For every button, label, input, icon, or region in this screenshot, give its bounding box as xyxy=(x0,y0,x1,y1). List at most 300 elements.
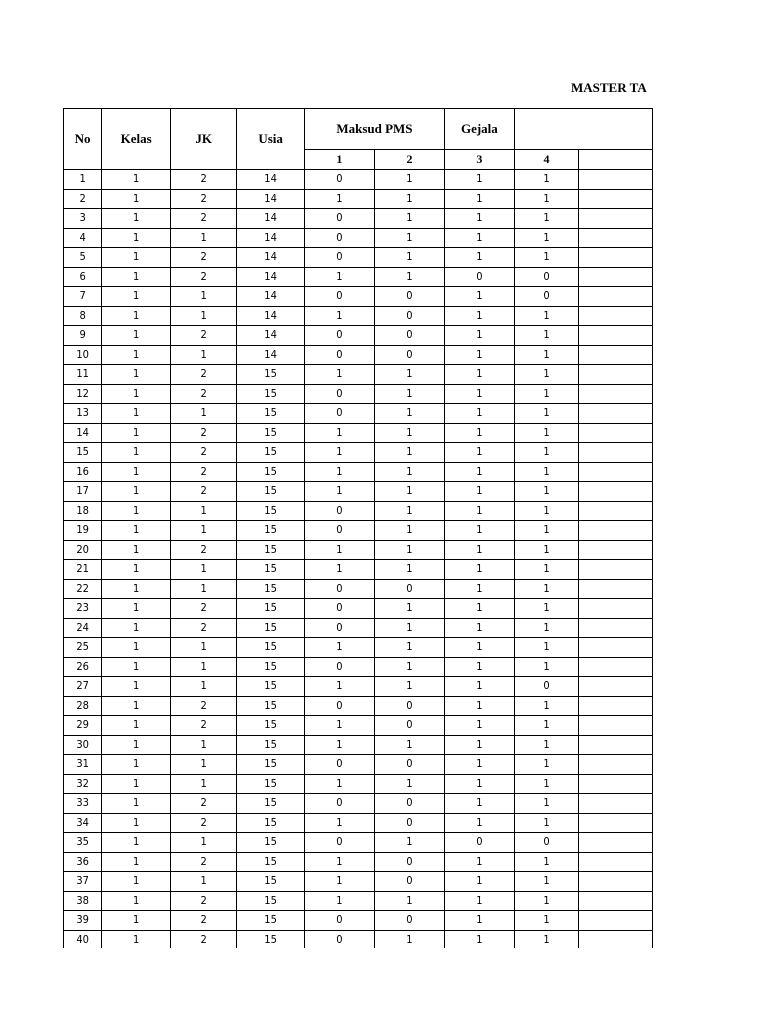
table-cell: 2 xyxy=(171,482,237,502)
table-cell: 0 xyxy=(444,267,514,287)
table-cell: 1 xyxy=(374,560,444,580)
table-cell: 1 xyxy=(374,599,444,619)
table-cell: 35 xyxy=(64,833,102,853)
table-cell: 27 xyxy=(64,677,102,697)
table-cell: 1 xyxy=(102,209,171,229)
table-cell-extra xyxy=(579,521,653,541)
table-cell: 1 xyxy=(171,287,237,307)
table-body xyxy=(64,170,653,949)
table-cell: 0 xyxy=(304,521,374,541)
table-cell: 1 xyxy=(304,774,374,794)
table-cell: 1 xyxy=(514,911,578,931)
table-cell: 1 xyxy=(304,443,374,463)
table-cell: 2 xyxy=(171,267,237,287)
table-cell: 14 xyxy=(237,345,305,365)
table-cell: 1 xyxy=(514,345,578,365)
table-cell: 2 xyxy=(171,852,237,872)
table-cell: 7 xyxy=(64,287,102,307)
table-cell: 1 xyxy=(171,521,237,541)
table-cell: 1 xyxy=(374,540,444,560)
table-cell: 2 xyxy=(171,443,237,463)
table-cell: 1 xyxy=(304,852,374,872)
table-cell-extra xyxy=(579,365,653,385)
table-cell: 15 xyxy=(237,521,305,541)
table-cell-extra xyxy=(579,501,653,521)
table-cell: 1 xyxy=(102,911,171,931)
table-cell: 15 xyxy=(237,443,305,463)
table-row xyxy=(64,384,653,404)
table-cell-extra xyxy=(579,696,653,716)
table-cell: 1 xyxy=(514,579,578,599)
table-cell: 1 xyxy=(171,306,237,326)
table-cell: 0 xyxy=(374,696,444,716)
header-kelas: Kelas xyxy=(102,109,171,170)
table-cell: 5 xyxy=(64,248,102,268)
table-cell: 1 xyxy=(514,657,578,677)
table-cell: 1 xyxy=(304,638,374,658)
table-row xyxy=(64,794,653,814)
table-cell: 29 xyxy=(64,716,102,736)
table-cell: 1 xyxy=(444,306,514,326)
table-cell-extra xyxy=(579,677,653,697)
table-cell: 0 xyxy=(304,618,374,638)
table-cell: 1 xyxy=(444,696,514,716)
table-cell: 1 xyxy=(514,872,578,892)
table-cell: 1 xyxy=(102,482,171,502)
table-cell: 15 xyxy=(237,813,305,833)
table-cell: 1 xyxy=(514,716,578,736)
table-cell-extra xyxy=(579,482,653,502)
table-cell: 1 xyxy=(514,891,578,911)
table-row xyxy=(64,521,653,541)
table-cell: 15 xyxy=(237,423,305,443)
table-cell: 0 xyxy=(304,287,374,307)
table-cell: 39 xyxy=(64,911,102,931)
table-cell: 0 xyxy=(304,794,374,814)
table-cell: 0 xyxy=(304,209,374,229)
table-cell: 16 xyxy=(64,462,102,482)
table-cell: 4 xyxy=(64,228,102,248)
table-cell-extra xyxy=(579,345,653,365)
table-cell: 1 xyxy=(374,209,444,229)
table-cell: 1 xyxy=(102,930,171,948)
table-cell: 1 xyxy=(514,462,578,482)
table-row xyxy=(64,891,653,911)
table-cell: 1 xyxy=(514,404,578,424)
table-cell: 2 xyxy=(171,911,237,931)
table-cell: 15 xyxy=(237,930,305,948)
table-cell: 1 xyxy=(374,248,444,268)
table-cell-extra xyxy=(579,774,653,794)
table-cell-extra xyxy=(579,540,653,560)
table-cell: 1 xyxy=(102,170,171,190)
table-cell-extra xyxy=(579,170,653,190)
table-cell: 1 xyxy=(514,521,578,541)
table-cell: 0 xyxy=(444,833,514,853)
table-cell-extra xyxy=(579,852,653,872)
table-cell: 1 xyxy=(102,248,171,268)
table-cell: 1 xyxy=(444,891,514,911)
table-row xyxy=(64,618,653,638)
table-cell: 36 xyxy=(64,852,102,872)
table-row xyxy=(64,579,653,599)
table-cell: 15 xyxy=(237,911,305,931)
table-cell: 1 xyxy=(304,482,374,502)
table-cell: 1 xyxy=(304,189,374,209)
table-cell: 24 xyxy=(64,618,102,638)
table-cell: 0 xyxy=(374,287,444,307)
table-cell: 1 xyxy=(514,696,578,716)
table-cell: 1 xyxy=(444,852,514,872)
table-cell: 1 xyxy=(514,482,578,502)
table-cell: 15 xyxy=(237,462,305,482)
table-cell: 15 xyxy=(237,482,305,502)
table-cell: 1 xyxy=(514,248,578,268)
table-cell: 1 xyxy=(171,560,237,580)
table-cell: 1 xyxy=(102,501,171,521)
table-row xyxy=(64,462,653,482)
table-cell: 1 xyxy=(102,521,171,541)
table-cell: 0 xyxy=(304,930,374,948)
table-cell: 15 xyxy=(237,852,305,872)
table-cell: 1 xyxy=(444,404,514,424)
table-cell: 1 xyxy=(374,443,444,463)
table-cell: 1 xyxy=(171,833,237,853)
table-cell: 1 xyxy=(171,774,237,794)
table-cell: 31 xyxy=(64,755,102,775)
table-cell: 1 xyxy=(171,345,237,365)
table-cell: 15 xyxy=(237,618,305,638)
table-cell: 0 xyxy=(304,326,374,346)
table-cell-extra xyxy=(579,443,653,463)
table-cell-extra xyxy=(579,735,653,755)
table-cell: 30 xyxy=(64,735,102,755)
table-cell: 0 xyxy=(304,696,374,716)
table-row xyxy=(64,930,653,948)
table-cell: 1 xyxy=(102,638,171,658)
table-cell: 1 xyxy=(514,735,578,755)
table-cell: 1 xyxy=(304,813,374,833)
table-cell: 1 xyxy=(171,735,237,755)
table-cell: 1 xyxy=(374,891,444,911)
table-cell-extra xyxy=(579,306,653,326)
table-cell: 1 xyxy=(304,716,374,736)
table-cell: 0 xyxy=(304,579,374,599)
table-cell: 0 xyxy=(304,599,374,619)
table-cell: 1 xyxy=(64,170,102,190)
table-cell: 1 xyxy=(304,872,374,892)
table-cell: 1 xyxy=(444,540,514,560)
table-cell: 1 xyxy=(444,657,514,677)
table-row xyxy=(64,677,653,697)
header-sub-2: 2 xyxy=(374,150,444,170)
table-cell-extra xyxy=(579,287,653,307)
table-cell: 15 xyxy=(237,540,305,560)
table-cell: 1 xyxy=(102,306,171,326)
table-cell: 15 xyxy=(237,872,305,892)
table-cell: 1 xyxy=(444,228,514,248)
table-row xyxy=(64,833,653,853)
table-cell: 1 xyxy=(444,774,514,794)
table-cell: 1 xyxy=(444,560,514,580)
master-table xyxy=(63,108,653,948)
table-cell: 1 xyxy=(374,404,444,424)
table-cell: 1 xyxy=(374,384,444,404)
table-cell: 1 xyxy=(171,638,237,658)
table-cell: 1 xyxy=(374,677,444,697)
table-cell: 21 xyxy=(64,560,102,580)
table-cell: 2 xyxy=(171,209,237,229)
table-cell-extra xyxy=(579,404,653,424)
table-cell: 1 xyxy=(102,365,171,385)
table-cell: 1 xyxy=(444,618,514,638)
table-cell: 1 xyxy=(304,365,374,385)
table-cell: 1 xyxy=(102,443,171,463)
table-cell: 0 xyxy=(374,755,444,775)
table-cell: 1 xyxy=(514,755,578,775)
table-cell: 8 xyxy=(64,306,102,326)
table-cell: 1 xyxy=(102,345,171,365)
table-cell: 1 xyxy=(171,657,237,677)
table-row xyxy=(64,813,653,833)
table-cell: 1 xyxy=(102,462,171,482)
table-cell: 2 xyxy=(171,189,237,209)
table-cell: 1 xyxy=(171,404,237,424)
table-cell: 17 xyxy=(64,482,102,502)
header-usia: Usia xyxy=(237,109,305,170)
table-cell: 18 xyxy=(64,501,102,521)
table-cell: 1 xyxy=(444,189,514,209)
table-row xyxy=(64,911,653,931)
table-cell: 2 xyxy=(171,248,237,268)
table-cell: 6 xyxy=(64,267,102,287)
table-cell: 15 xyxy=(64,443,102,463)
table-cell: 1 xyxy=(102,716,171,736)
table-cell: 1 xyxy=(514,189,578,209)
table-cell: 1 xyxy=(102,326,171,346)
table-cell: 23 xyxy=(64,599,102,619)
table-row xyxy=(64,872,653,892)
table-cell: 11 xyxy=(64,365,102,385)
table-cell: 33 xyxy=(64,794,102,814)
table-cell: 0 xyxy=(514,677,578,697)
table-cell: 14 xyxy=(237,306,305,326)
table-cell: 1 xyxy=(514,384,578,404)
table-cell: 1 xyxy=(374,833,444,853)
table-cell: 1 xyxy=(171,755,237,775)
table-cell: 1 xyxy=(374,638,444,658)
table-cell: 1 xyxy=(514,209,578,229)
table-cell: 15 xyxy=(237,696,305,716)
table-cell: 2 xyxy=(171,794,237,814)
table-cell: 1 xyxy=(102,872,171,892)
table-cell: 15 xyxy=(237,794,305,814)
table-cell: 1 xyxy=(171,579,237,599)
table-cell: 2 xyxy=(171,384,237,404)
table-cell: 1 xyxy=(514,443,578,463)
header-sub-4: 4 xyxy=(514,150,578,170)
table-row xyxy=(64,443,653,463)
table-cell: 1 xyxy=(514,774,578,794)
table-cell: 0 xyxy=(374,716,444,736)
table-row xyxy=(64,365,653,385)
table-cell: 15 xyxy=(237,404,305,424)
table-cell: 2 xyxy=(171,423,237,443)
table-cell: 2 xyxy=(171,540,237,560)
table-cell: 1 xyxy=(102,189,171,209)
table-cell: 1 xyxy=(444,521,514,541)
table-cell: 15 xyxy=(237,384,305,404)
table-row xyxy=(64,774,653,794)
table-cell: 1 xyxy=(444,599,514,619)
header-sub-extra xyxy=(579,150,653,170)
table-cell: 1 xyxy=(102,735,171,755)
table-cell: 14 xyxy=(237,267,305,287)
table-cell: 15 xyxy=(237,560,305,580)
table-cell: 0 xyxy=(514,267,578,287)
table-cell: 0 xyxy=(304,404,374,424)
table-cell-extra xyxy=(579,755,653,775)
table-cell: 0 xyxy=(514,833,578,853)
table-cell: 1 xyxy=(374,735,444,755)
table-cell: 10 xyxy=(64,345,102,365)
table-cell-extra xyxy=(579,560,653,580)
table-cell: 1 xyxy=(374,170,444,190)
table-cell-extra xyxy=(579,911,653,931)
table-cell-extra xyxy=(579,579,653,599)
table-cell: 1 xyxy=(514,560,578,580)
table-cell: 19 xyxy=(64,521,102,541)
table-cell: 1 xyxy=(444,209,514,229)
table-cell: 15 xyxy=(237,579,305,599)
table-cell: 0 xyxy=(374,852,444,872)
table-row xyxy=(64,189,653,209)
table-cell: 2 xyxy=(171,891,237,911)
table-cell: 14 xyxy=(237,248,305,268)
table-cell: 1 xyxy=(374,521,444,541)
table-cell: 1 xyxy=(444,735,514,755)
table-cell: 15 xyxy=(237,833,305,853)
table-row xyxy=(64,345,653,365)
table-cell: 1 xyxy=(514,423,578,443)
table-cell: 0 xyxy=(304,501,374,521)
table-cell: 1 xyxy=(514,326,578,346)
table-cell: 1 xyxy=(304,462,374,482)
table-cell: 40 xyxy=(64,930,102,948)
table-cell: 0 xyxy=(374,794,444,814)
table-cell: 15 xyxy=(237,774,305,794)
page-title: MASTER TA xyxy=(571,80,647,95)
table-cell: 1 xyxy=(444,170,514,190)
table-cell: 1 xyxy=(444,345,514,365)
table-cell: 1 xyxy=(102,618,171,638)
table-cell: 1 xyxy=(514,852,578,872)
table-cell: 2 xyxy=(171,696,237,716)
table-cell: 12 xyxy=(64,384,102,404)
table-cell: 15 xyxy=(237,657,305,677)
table-row xyxy=(64,657,653,677)
table-cell: 1 xyxy=(102,540,171,560)
table-cell: 34 xyxy=(64,813,102,833)
table-cell: 1 xyxy=(102,287,171,307)
table-cell: 1 xyxy=(514,228,578,248)
table-cell: 15 xyxy=(237,716,305,736)
table-cell: 1 xyxy=(444,794,514,814)
table-cell-extra xyxy=(579,872,653,892)
table-row xyxy=(64,696,653,716)
table-cell-extra xyxy=(579,833,653,853)
table-cell: 1 xyxy=(171,501,237,521)
table-cell: 14 xyxy=(64,423,102,443)
header-blank xyxy=(514,109,652,150)
table-cell: 0 xyxy=(304,833,374,853)
table-cell-extra xyxy=(579,891,653,911)
table-cell: 2 xyxy=(64,189,102,209)
table-cell: 2 xyxy=(171,813,237,833)
table-cell-extra xyxy=(579,599,653,619)
table-row xyxy=(64,599,653,619)
table-cell: 0 xyxy=(304,657,374,677)
table-cell: 0 xyxy=(304,384,374,404)
table-cell: 1 xyxy=(374,462,444,482)
table-cell: 1 xyxy=(102,404,171,424)
table-cell-extra xyxy=(579,209,653,229)
table-cell-extra xyxy=(579,248,653,268)
table-cell: 1 xyxy=(444,248,514,268)
table-cell: 1 xyxy=(514,794,578,814)
table-cell: 1 xyxy=(102,599,171,619)
table-cell: 1 xyxy=(102,755,171,775)
table-row xyxy=(64,423,653,443)
table-cell: 3 xyxy=(64,209,102,229)
table-cell: 25 xyxy=(64,638,102,658)
table-row xyxy=(64,638,653,658)
table-cell: 1 xyxy=(102,891,171,911)
table-cell: 20 xyxy=(64,540,102,560)
table-cell: 1 xyxy=(514,501,578,521)
header-sub-1: 1 xyxy=(304,150,374,170)
table-cell: 32 xyxy=(64,774,102,794)
table-cell: 0 xyxy=(374,326,444,346)
table-viewport xyxy=(63,108,653,948)
table-cell: 1 xyxy=(444,443,514,463)
table-cell: 0 xyxy=(374,306,444,326)
table-cell: 1 xyxy=(444,872,514,892)
table-cell: 1 xyxy=(444,911,514,931)
table-cell: 1 xyxy=(102,696,171,716)
table-cell: 0 xyxy=(374,813,444,833)
table-cell: 9 xyxy=(64,326,102,346)
table-cell: 1 xyxy=(514,813,578,833)
table-cell: 0 xyxy=(304,755,374,775)
table-cell: 1 xyxy=(102,228,171,248)
table-cell: 1 xyxy=(514,306,578,326)
table-cell: 1 xyxy=(444,755,514,775)
table-row xyxy=(64,560,653,580)
table-cell: 37 xyxy=(64,872,102,892)
table-cell: 1 xyxy=(304,267,374,287)
table-cell: 1 xyxy=(444,638,514,658)
table-cell: 1 xyxy=(374,267,444,287)
table-cell: 1 xyxy=(102,813,171,833)
table-cell: 1 xyxy=(304,560,374,580)
table-cell: 1 xyxy=(304,735,374,755)
header-jk: JK xyxy=(171,109,237,170)
table-cell-extra xyxy=(579,930,653,948)
table-cell: 14 xyxy=(237,326,305,346)
table-row xyxy=(64,287,653,307)
table-cell: 0 xyxy=(304,170,374,190)
